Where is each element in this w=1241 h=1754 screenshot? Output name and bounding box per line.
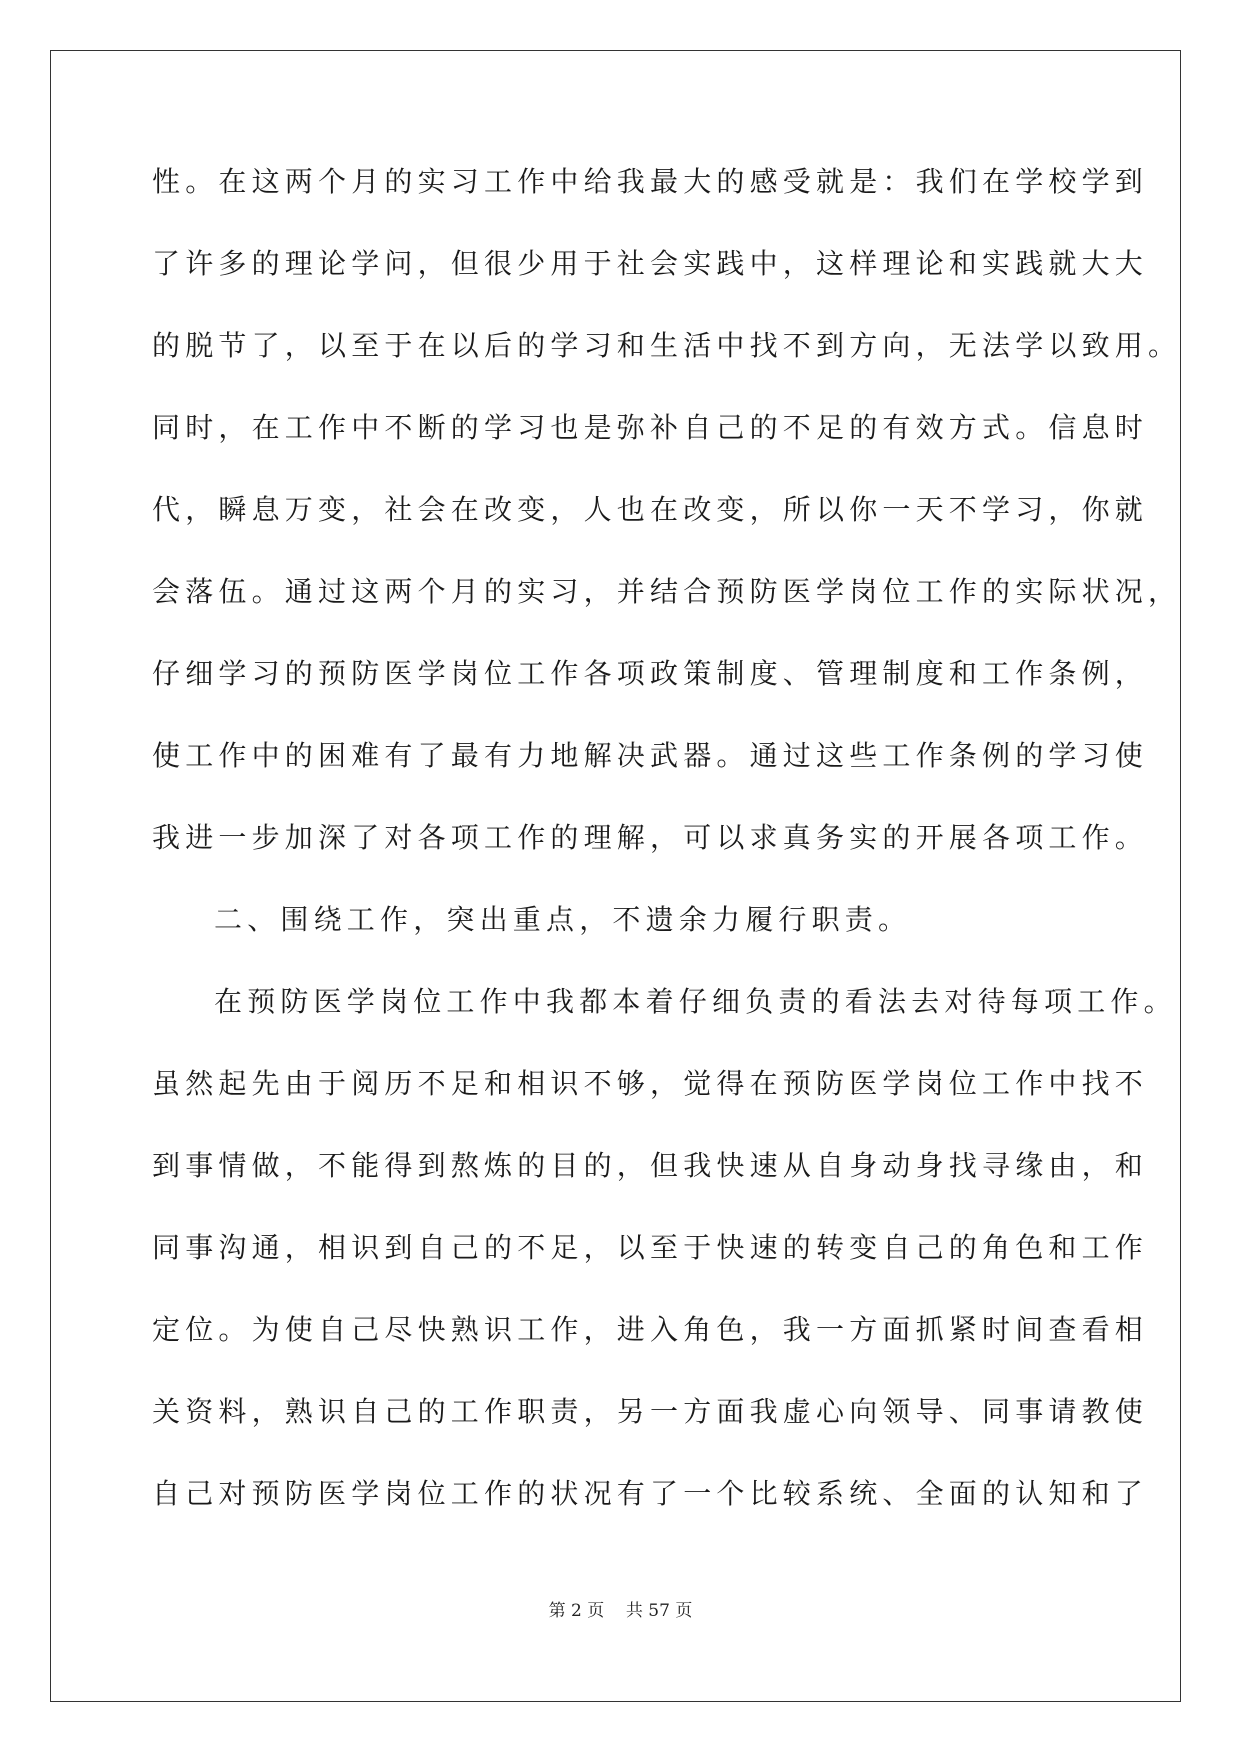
paragraph-line: 同事沟通，相识到自己的不足，以至于快速的转变自己的角色和工作 — [152, 1231, 1149, 1264]
page-number-footer: 第 2 页 共 57 页 — [548, 1601, 693, 1621]
paragraph-line: 虽然起先由于阅历不足和相识不够，觉得在预防医学岗位工作中找不 — [152, 1067, 1149, 1100]
section-heading: 二、围绕工作，突出重点，不遗余力履行职责。 — [214, 903, 912, 936]
paragraph-line: 到事情做，不能得到熬炼的目的，但我快速从自身动身找寻缘由，和 — [152, 1149, 1149, 1182]
paragraph-line: 在预防医学岗位工作中我都本着仔细负责的看法去对待每项工作。 — [214, 985, 1177, 1018]
paragraph-line: 会落伍。通过这两个月的实习，并结合预防医学岗位工作的实际状况， — [152, 575, 1182, 608]
paragraph-line: 性。在这两个月的实习工作中给我最大的感受就是：我们在学校学到 — [152, 165, 1149, 198]
paragraph-line: 代，瞬息万变，社会在改变，人也在改变，所以你一天不学习，你就 — [152, 493, 1149, 526]
paragraph-line: 我进一步加深了对各项工作的理解，可以求真务实的开展各项工作。 — [152, 821, 1149, 854]
paragraph-line: 仔细学习的预防医学岗位工作各项政策制度、管理制度和工作条例， — [152, 657, 1149, 690]
paragraph-line: 的脱节了，以至于在以后的学习和生活中找不到方向，无法学以致用。 — [152, 329, 1182, 362]
paragraph-line: 使工作中的困难有了最有力地解决武器。通过这些工作条例的学习使 — [152, 739, 1149, 772]
paragraph-line: 同时，在工作中不断的学习也是弥补自己的不足的有效方式。信息时 — [152, 411, 1149, 444]
paragraph-line: 定位。为使自己尽快熟识工作，进入角色，我一方面抓紧时间查看相 — [152, 1313, 1149, 1346]
document-body — [152, 160, 1182, 1554]
paragraph-line: 关资料，熟识自己的工作职责，另一方面我虚心向领导、同事请教使 — [152, 1395, 1149, 1428]
paragraph-line: 自己对预防医学岗位工作的状况有了一个比较系统、全面的认知和了 — [152, 1477, 1149, 1510]
paragraph-line: 了许多的理论学问，但很少用于社会实践中，这样理论和实践就大大 — [152, 247, 1149, 280]
